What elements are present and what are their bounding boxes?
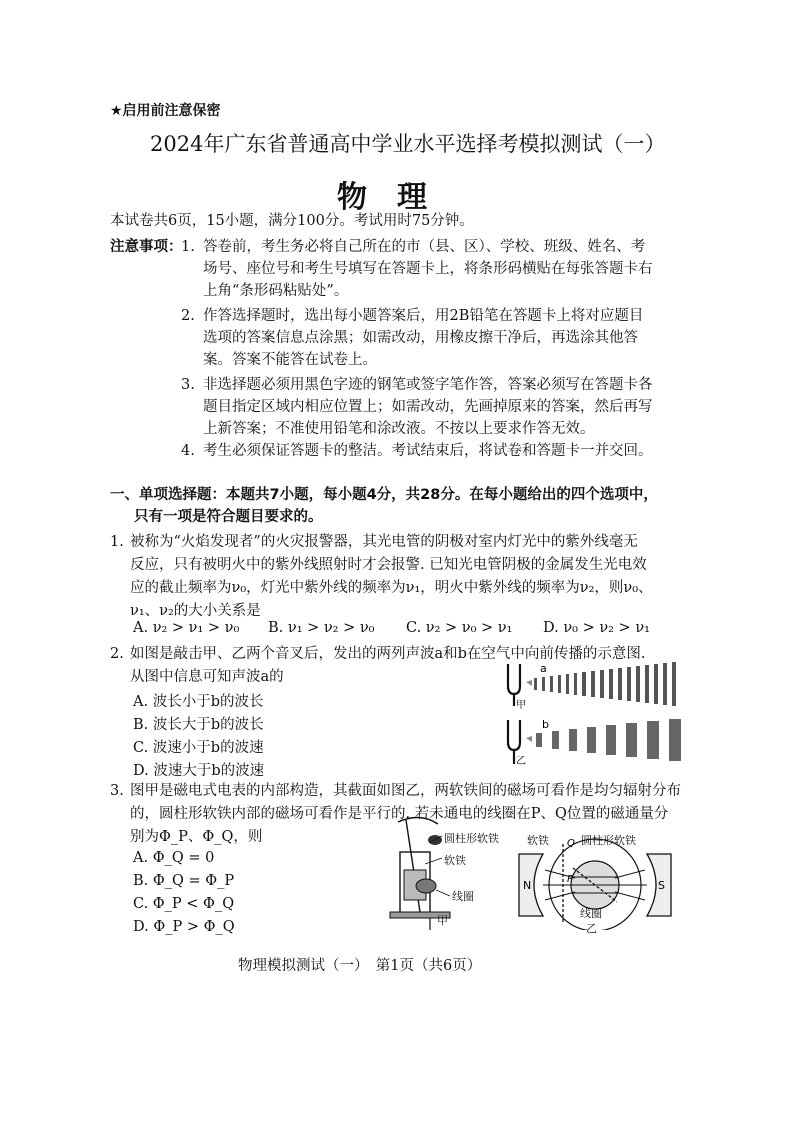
question-text: 从图中信息可知声波a的	[130, 669, 284, 685]
question-number: 1.	[110, 534, 124, 550]
option-b: B. Φ_Q = Φ_P	[133, 873, 235, 889]
notice-item-line: 考生必须保证答题卡的整洁。考试结束后，将试卷和答题卡一并交回。	[203, 443, 653, 459]
cylinder-iron-label-yi: 圆柱形软铁	[581, 834, 636, 847]
coil-label: 线圈	[452, 890, 474, 903]
point-q-label: Q	[567, 838, 575, 849]
notice-item-line: 上角“条形码粘贴处”。	[203, 283, 349, 299]
question-text: 图甲是磁电式电表的内部构造，其截面如图乙，两软铁间的磁场可看作是均匀辐射分布	[130, 783, 681, 799]
notice-item-num: 2.	[181, 308, 195, 324]
wave-a	[526, 662, 676, 706]
section-heading-cont: 只有一项是符合题目要求的。	[134, 509, 323, 525]
option-c: C. ν₂ > ν₀ > ν₁	[406, 620, 513, 636]
figure-caption-yi: 乙	[586, 922, 597, 935]
exam-info: 本试卷共6页，15小题，满分100分。考试用时75分钟。	[110, 213, 474, 229]
option-a: A. 波长小于b的波长	[133, 694, 264, 710]
option-d: D. Φ_P > Φ_Q	[133, 919, 235, 935]
question-text: 如图是敲击甲、乙两个音叉后，发出的两列声波a和b在空气中向前传播的示意图.	[130, 646, 646, 662]
point-p-label: P	[567, 874, 574, 885]
question-number: 2.	[110, 646, 124, 662]
notice-item-line: 非选择题必须用黑色字迹的钢笔或签字笔作答，答案必须写在答题卡各	[203, 377, 653, 393]
question-text: 被称为“火焰发现者”的火灾报警器，其光电管的阴极对室内灯光中的紫外线毫无	[130, 534, 638, 550]
question-text: 别为Φ_P、Φ_Q，则	[130, 829, 263, 845]
wave-b	[526, 719, 681, 761]
option-c: C. Φ_P < Φ_Q	[133, 896, 235, 912]
question-text: 的，圆柱形软铁内部的磁场可看作是平行的. 若未通电的线圈在P、Q位置的磁通量分	[130, 806, 669, 822]
question-text: 反应，只有被明火中的紫外线照射时才会报警. 已知光电管阴极的金属发生光电效	[130, 557, 647, 573]
notice-item-line: 案。答案不能答在试卷上。	[203, 352, 377, 368]
notice-item-line: 场号、座位号和考生号填写在答题卡上，将条形码横贴在每张答题卡右	[203, 261, 653, 277]
fork-jia-label: 甲	[516, 700, 526, 711]
notice-item-line: 选项的答案信息点涂黑；如需改动，用橡皮擦干净后，再选涂其他答	[203, 330, 638, 346]
notice-item-line: 答卷前，考生务必将自己所在的市（县、区）、学校、班级、姓名、考	[203, 239, 646, 255]
option-c: C. 波速小于b的波速	[133, 740, 264, 756]
option-a: A. ν₂ > ν₁ > ν₀	[133, 620, 240, 636]
pole-s-label: S	[658, 879, 665, 892]
soft-iron-label: 软铁	[444, 854, 466, 867]
confidential-mark: ★启用前注意保密	[110, 103, 221, 119]
option-a: A. Φ_Q = 0	[133, 850, 215, 866]
option-b: B. 波长大于b的波长	[133, 717, 264, 733]
notice-item-num: 1.	[181, 239, 195, 255]
notice-item-line: 题目指定区域内相应位置上；如需改动，先画掉原来的答案，然后再写	[203, 399, 653, 415]
notice-item-line: 作答选择题时，选出每小题答案后，用2B铅笔在答题卡上将对应题目	[203, 308, 644, 324]
wave-b-label: b	[542, 718, 549, 731]
sound-wave-figure	[500, 660, 700, 772]
notice-item-num: 3.	[181, 377, 195, 393]
cylinder-iron-label: 圆柱形软铁	[444, 832, 499, 845]
option-d: D. ν₀ > ν₂ > ν₁	[543, 620, 650, 636]
fork-yi-label: 乙	[516, 756, 526, 767]
notice-label: 注意事项：	[110, 239, 183, 255]
option-d: D. 波速大于b的波速	[133, 763, 265, 779]
pole-n-label: N	[523, 879, 532, 892]
figure-caption-jia: 甲	[437, 914, 448, 927]
subject-title: 物 理	[337, 180, 427, 215]
soft-iron-label-yi: 软铁	[527, 834, 549, 847]
wave-a-label: a	[540, 662, 547, 675]
notice-item-num: 4.	[181, 443, 195, 459]
coil-label-yi: 线圈	[580, 907, 602, 920]
section-heading: 一、单项选择题：本题共7小题，每小题4分，共28分。在每小题给出的四个选项中，	[110, 487, 658, 503]
notice-item-line: 上新答案；不准使用铅笔和涂改液。不按以上要求作答无效。	[203, 421, 595, 437]
exam-title: 2024年广东省普通高中学业水平选择考模拟测试（一）	[150, 132, 666, 156]
question-number: 3.	[110, 783, 124, 799]
question-text: 应的截止频率为ν₀，灯光中紫外线的频率为ν₁，明火中紫外线的频率为ν₂，则ν₀、	[130, 580, 653, 596]
option-b: B. ν₁ > ν₂ > ν₀	[268, 620, 375, 636]
page-footer: 物理模拟测试（一） 第1页（共6页）	[238, 958, 482, 974]
question-text: ν₁、ν₂的大小关系是	[130, 603, 261, 619]
